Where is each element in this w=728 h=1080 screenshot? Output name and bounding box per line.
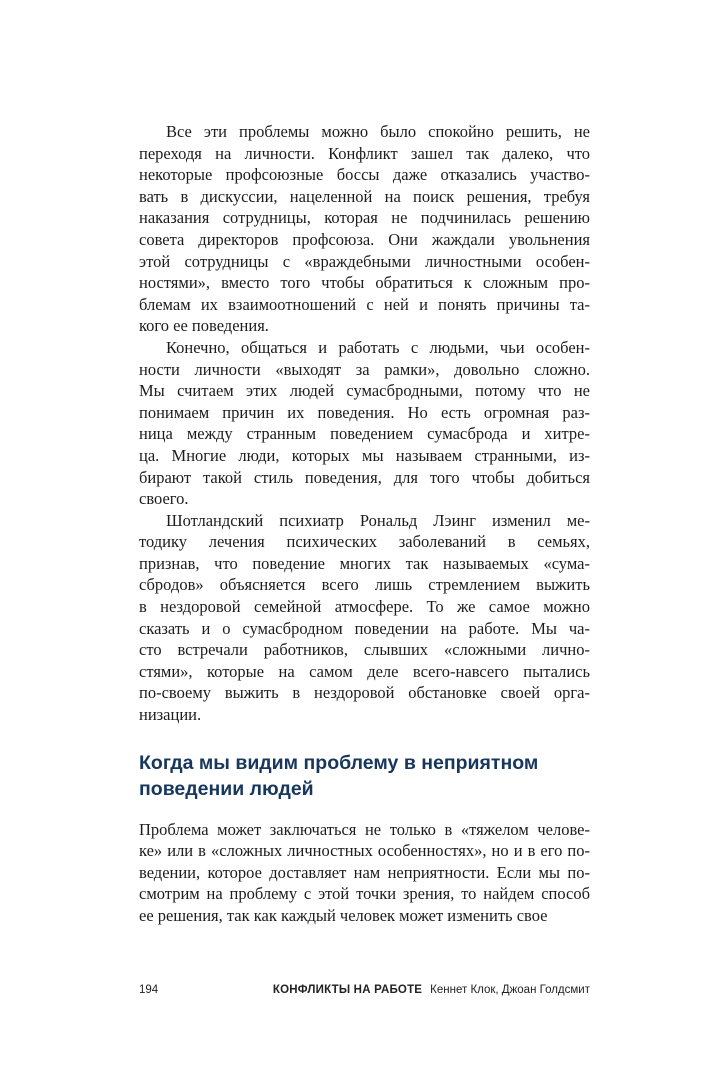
- body-paragraph-2: [139, 337, 590, 510]
- text-line: ца. Многие люди, которых мы называем странными, из-: [139, 445, 590, 465]
- text-line: сказать и о сумасбродном поведении на работе. Мы ча-: [139, 618, 590, 638]
- text-line: кого ее поведения.: [139, 316, 269, 336]
- book-title: КОНФЛИКТЫ НА РАБОТЕ: [272, 984, 423, 996]
- text-line: Шотландский психиатр Рональд Лэинг изменил ме-: [166, 510, 590, 530]
- text-line: поведении людей: [139, 777, 314, 800]
- text-line: некоторые профсоюзные боссы даже отказались участво-: [139, 165, 590, 185]
- page-content: [139, 121, 590, 927]
- text-line: ница между странным поведением сумасброда и хитре-: [139, 424, 590, 444]
- text-line: тодику лечения психических заболеваний в семьях,: [139, 532, 590, 552]
- text-line: сто встречали работников, слывших «сложными лично-: [139, 640, 590, 660]
- text-line: сбродов» объясняется всего лишь стремлением выжить: [139, 575, 590, 595]
- text-line: по-своему выжить в нездоровой обстановке своей орга-: [139, 683, 590, 703]
- text-line: своего.: [139, 489, 189, 509]
- text-line: Конечно, общаться и работать с людьми, чьи особен-: [166, 337, 590, 357]
- text-line: Проблема может заключаться не только в «тяжелом челове-: [139, 819, 590, 839]
- body-paragraph-4: [139, 819, 590, 927]
- text-line: Когда мы видим проблему в неприятном: [139, 751, 539, 774]
- body-paragraph-3: [139, 510, 590, 726]
- text-line: низации.: [139, 705, 202, 725]
- book-authors: Кеннет Клок, Джоан Голдсмит: [430, 984, 590, 996]
- footer-running-title: [273, 984, 590, 996]
- text-line: этой сотрудницы с «враждебными личностными особен-: [139, 251, 590, 271]
- text-line: переходя на личности. Конфликт зашел так далеко, что: [139, 143, 590, 163]
- text-line: Все эти проблемы можно было спокойно решить, не: [166, 122, 590, 141]
- text-line: смотрим на проблему с этой точки зрения, то найдем способ: [139, 884, 590, 904]
- page-number: 194: [139, 984, 159, 996]
- text-line: наказания сотрудницы, которая не подчинилась решению: [139, 208, 590, 228]
- section-heading: [139, 750, 590, 802]
- text-line: ее решения, так как каждый человек может изменить свое: [139, 906, 548, 925]
- text-line: в нездоровой семейной атмосфере. То же самое можно: [139, 597, 590, 617]
- page-footer: [139, 984, 590, 996]
- text-line: понимаем причин их поведения. Но есть огромная раз-: [139, 402, 590, 422]
- text-line: ке» или в «сложных личностных особенностях», но и в его по-: [139, 841, 590, 861]
- text-line: бирают такой стиль поведения, для того чтобы добиться: [139, 467, 590, 487]
- text-line: ности личности «выходят за рамки», довольно сложно.: [139, 359, 590, 379]
- text-line: ностями», вместо того чтобы обратиться к сложным про-: [139, 273, 590, 293]
- text-line: ведении, которое доставляет нам неприятности. Если мы по-: [139, 862, 590, 882]
- body-paragraph-1: [139, 121, 590, 337]
- text-line: признав, что поведение многих так называемых «сума-: [139, 553, 590, 573]
- text-line: вать в дискуссии, нацеленной на поиск решения, требуя: [139, 186, 590, 206]
- text-line: блемам их взаимоотношений с ней и понять причины та-: [139, 294, 590, 314]
- text-line: Мы считаем этих людей сумасбродными, потому что не: [139, 381, 590, 401]
- text-line: стями», которые на самом деле всего-навсего пытались: [139, 661, 590, 681]
- text-line: совета директоров профсоюза. Они жаждали увольнения: [139, 229, 590, 249]
